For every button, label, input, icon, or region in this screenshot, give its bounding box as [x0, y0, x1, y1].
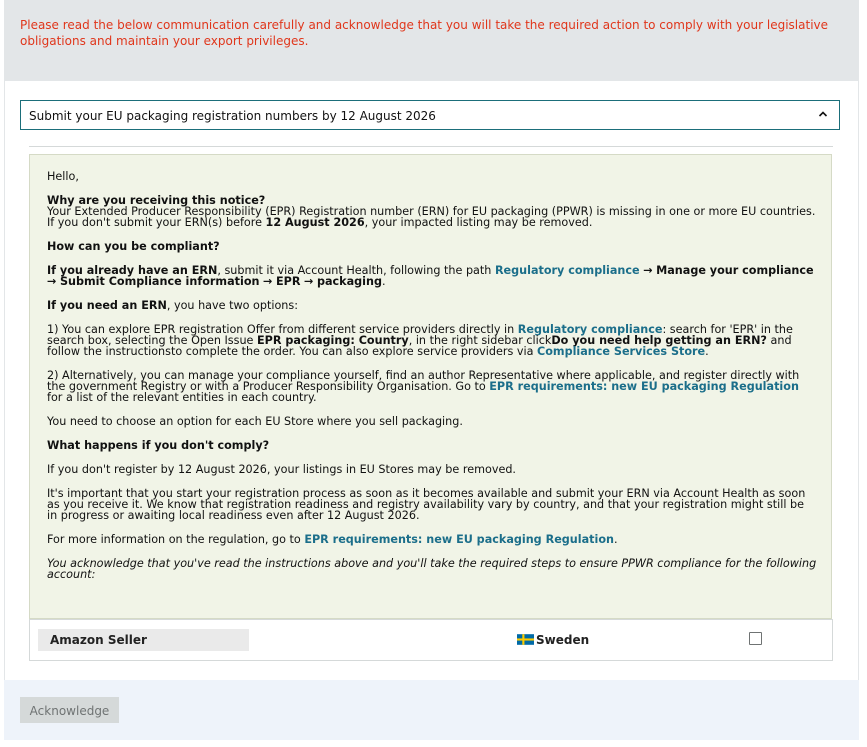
regulatory-compliance-link[interactable]: Regulatory compliance — [494, 264, 640, 277]
why-heading: Why are you receiving this notice? — [47, 194, 266, 207]
acknowledge-statement: You acknowledge that you've read the instructions above and you'll take the required steps to ensure PPWR compliance for the following account: — [47, 557, 817, 581]
compliant-heading: How can you be compliant? — [47, 240, 220, 253]
epr-requirements-link[interactable]: EPR requirements: new EU packaging Regulation — [489, 380, 799, 393]
notice-panel — [29, 154, 832, 619]
regulatory-compliance-link-2[interactable]: Regulatory compliance — [517, 323, 663, 336]
country-cell — [517, 633, 589, 647]
notice-banner — [4, 0, 859, 81]
happens-text: If you don't register by 12 August 2026, your listings in EU Stores may be removed. — [47, 463, 516, 476]
greeting: Hello, — [47, 170, 79, 183]
why-date: 12 August 2026 — [265, 216, 365, 229]
seller-name: Amazon Seller — [38, 629, 249, 651]
option-1-paragraph: 1) You can explore EPR registration Offer from different service providers directly in Regulatory compliance: search for 'EPR' in the search box, selecting the Open Issue EPR packaging: Country, in the right sidebar clickDo you need help getting an ERN? and follow the instructionsto complete the order. You can also explore service providers via Compliance Services Store. — [47, 323, 793, 358]
chevron-up-icon[interactable] — [816, 107, 830, 121]
why-paragraph: Your Extended Producer Responsibility (EPR) Registration number (ERN) for EU packaging (PPWR) is missing in one or more EU countries. If you don't submit your ERN(s) before 12 August 2026, your impacted listing may be removed. — [47, 205, 816, 229]
accordion-title: Submit your EU packaging registration numbers by 12 August 2026 — [29, 109, 436, 123]
footer-bar — [4, 680, 859, 740]
option-2-paragraph: 2) Alternatively, you can manage your compliance yourself, find an author Representative where applicable, and register directly with the government Registry or with a Producer Responsibility Organisation. Go to EPR requirements: new EU packaging Regulation for a list of the relevant entities in each country. — [47, 369, 800, 404]
sweden-flag-icon — [517, 633, 534, 646]
divider — [29, 146, 833, 147]
acknowledge-checkbox[interactable] — [749, 632, 762, 645]
choose-option-text: You need to choose an option for each EU Store where you sell packaging. — [47, 415, 463, 428]
accordion-header[interactable] — [20, 100, 840, 130]
more-info-paragraph: For more information on the regulation, go to EPR requirements: new EU packaging Regulation. — [47, 533, 618, 546]
notice-body — [47, 171, 817, 580]
important-paragraph: It's important that you start your registration process as soon as it becomes available and submit your ERN via Account Health as soon as you receive it. We know that registration readiness and registry availability vary by country, and that your registration might still be in progress or awaiting local readiness even after 12 August 2026. — [47, 487, 806, 522]
compliance-services-store-link[interactable]: Compliance Services Store — [537, 345, 706, 358]
need-ern-paragraph: If you need an ERN, you have two options: — [47, 299, 298, 312]
account-row — [29, 619, 833, 661]
happens-heading: What happens if you don't comply? — [47, 439, 270, 452]
country-name: Sweden — [536, 633, 590, 647]
epr-requirements-link-2[interactable]: EPR requirements: new EU packaging Regulation — [304, 533, 614, 546]
have-ern-paragraph: If you already have an ERN, submit it via Account Health, following the path Regulatory compliance → Manage your compliance → Submit Compliance information → EPR → packaging. — [47, 264, 814, 288]
banner-warning-text: Please read the below communication carefully and acknowledge that you will take the required action to comply with your legislative obligations and maintain your export privileges. — [20, 18, 829, 48]
acknowledge-button[interactable]: Acknowledge — [20, 697, 119, 723]
